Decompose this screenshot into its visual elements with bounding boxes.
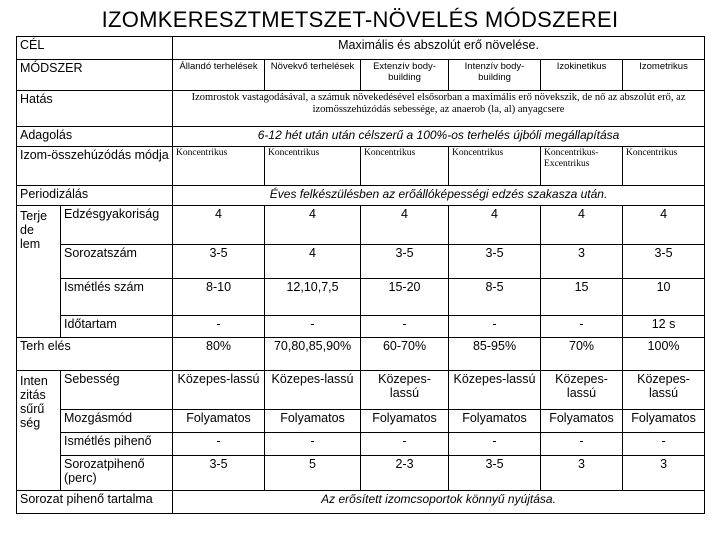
periodization-text: Éves felkészülésben az erőállóképességi edzés szakasza után. <box>173 186 705 206</box>
cell-value: - <box>173 315 265 337</box>
cell-value: - <box>449 432 541 455</box>
cell-value: 70,80,85,90% <box>265 337 361 370</box>
dosage-label: Adagolás <box>17 127 173 147</box>
row-label: Sebesség <box>61 370 173 409</box>
cell-value: Közepes-lassú <box>265 370 361 409</box>
cell-value: 8-5 <box>449 278 541 315</box>
row-label: Ismétlés szám <box>61 278 173 315</box>
cell-value: - <box>265 315 361 337</box>
methods-table <box>16 36 705 514</box>
contraction-value: Koncentrikus <box>449 146 541 185</box>
cell-value: Közepes-lassú <box>623 370 705 409</box>
cell-value: 2-3 <box>361 455 449 490</box>
cell-value: 3 <box>541 245 623 278</box>
cell-value: 100% <box>623 337 705 370</box>
cell-value: 3-5 <box>449 245 541 278</box>
row-label: Sorozatpihenő (perc) <box>61 455 173 490</box>
cell-value: 85-95% <box>449 337 541 370</box>
contraction-label: Izom-összehúzódás módja <box>17 146 173 185</box>
method-header: Állandó terhelések <box>173 59 265 90</box>
cell-value: 4 <box>173 205 265 244</box>
effect-label: Hatás <box>17 90 173 126</box>
cell-value: Folyamatos <box>265 410 361 433</box>
cell-value: 4 <box>541 205 623 244</box>
cell-value: 15 <box>541 278 623 315</box>
method-header: Izokinetikus <box>541 59 623 90</box>
cell-value: Közepes-lassú <box>449 370 541 409</box>
contraction-value: Koncentrikus <box>361 146 449 185</box>
intensity-group-label: Inten zitás sűrű ség <box>17 370 61 490</box>
row-label: Mozgásmód <box>61 410 173 433</box>
contraction-value: Koncentrikus <box>173 146 265 185</box>
load-label: Terh elés <box>17 337 173 370</box>
cell-value: - <box>449 315 541 337</box>
row-label: Sorozatszám <box>61 245 173 278</box>
cell-value: Folyamatos <box>623 410 705 433</box>
cell-value: Közepes-lassú <box>173 370 265 409</box>
cell-value: 70% <box>541 337 623 370</box>
cell-value: 3 <box>623 455 705 490</box>
cell-value: Folyamatos <box>449 410 541 433</box>
cell-value: 12 s <box>623 315 705 337</box>
cell-value: 4 <box>265 205 361 244</box>
cell-value: - <box>623 432 705 455</box>
cell-value: 12,10,7,5 <box>265 278 361 315</box>
periodization-label: Periodizálás <box>17 186 173 206</box>
cell-value: 15-20 <box>361 278 449 315</box>
cell-value: 4 <box>449 205 541 244</box>
cell-value: 3-5 <box>173 245 265 278</box>
contraction-value: Koncentrikus <box>623 146 705 185</box>
contraction-value: Koncentrikus-Excentrikus <box>541 146 623 185</box>
cell-value: 3-5 <box>449 455 541 490</box>
cell-value: 3-5 <box>623 245 705 278</box>
method-header: Izometrikus <box>623 59 705 90</box>
cell-value: 10 <box>623 278 705 315</box>
cell-value: - <box>265 432 361 455</box>
cell-value: 60-70% <box>361 337 449 370</box>
cell-value: Folyamatos <box>173 410 265 433</box>
method-header: Extenzív body-building <box>361 59 449 90</box>
cell-value: 8-10 <box>173 278 265 315</box>
cell-value: 3-5 <box>173 455 265 490</box>
goal-label: CÉL <box>17 37 173 60</box>
volume-group-label: Terje de lem <box>17 205 61 337</box>
cell-value: - <box>173 432 265 455</box>
row-label: Edzésgyakoriság <box>61 205 173 244</box>
method-header: Intenzív body-building <box>449 59 541 90</box>
row-label: Időtartam <box>61 315 173 337</box>
rest-content-label: Sorozat pihenő tartalma <box>17 491 173 514</box>
rest-content-text: Az erősített izomcsoportok könnyű nyújtása. <box>173 491 705 514</box>
cell-value: 4 <box>623 205 705 244</box>
row-label: Ismétlés pihenő <box>61 432 173 455</box>
cell-value: 4 <box>265 245 361 278</box>
cell-value: Folyamatos <box>361 410 449 433</box>
cell-value: Közepes-lassú <box>361 370 449 409</box>
contraction-value: Koncentrikus <box>265 146 361 185</box>
cell-value: 3-5 <box>361 245 449 278</box>
method-label: MÓDSZER <box>17 59 173 90</box>
cell-value: - <box>361 315 449 337</box>
cell-value: 5 <box>265 455 361 490</box>
effect-text: Izomrostok vastagodásával, a számuk növekedésével elsősorban a maximális erő növekszik, de nő az abszolút erő, az izomösszehúzódás sebessége, az anaerob (la, al) anyagcsere <box>173 90 705 126</box>
cell-value: Folyamatos <box>541 410 623 433</box>
page-title: IZOMKERESZTMETSZET-NÖVELÉS MÓDSZEREI <box>101 7 619 32</box>
cell-value: - <box>541 315 623 337</box>
goal-value: Maximális és abszolút erő növelése. <box>173 37 705 60</box>
dosage-text: 6-12 hét után után célszerű a 100%-os terhelés újbóli megállapítása <box>173 127 705 147</box>
cell-value: 80% <box>173 337 265 370</box>
cell-value: 4 <box>361 205 449 244</box>
cell-value: - <box>361 432 449 455</box>
cell-value: Közepes-lassú <box>541 370 623 409</box>
method-header: Növekvő terhelések <box>265 59 361 90</box>
cell-value: - <box>541 432 623 455</box>
cell-value: 3 <box>541 455 623 490</box>
